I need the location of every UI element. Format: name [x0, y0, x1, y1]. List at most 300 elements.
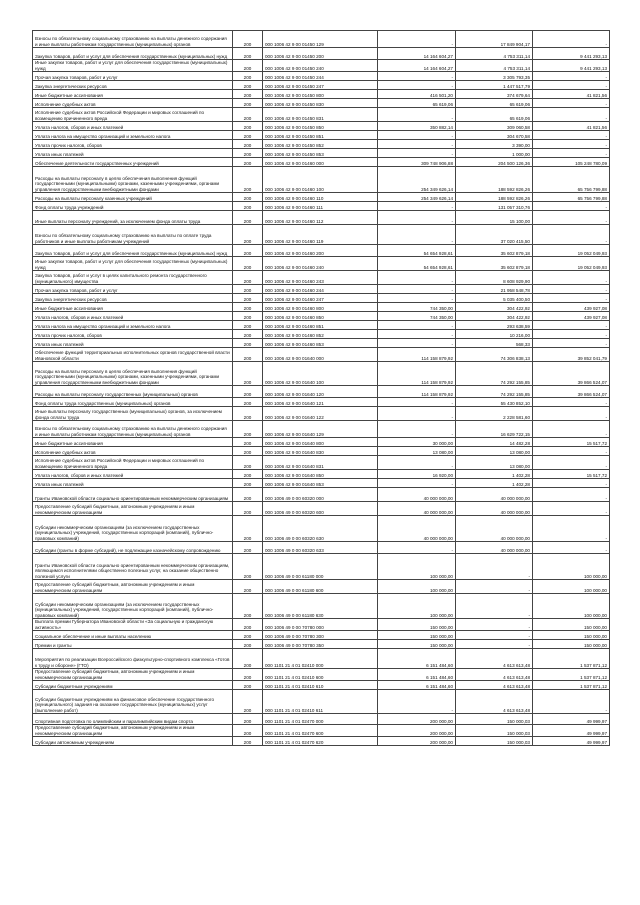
row-executed-cell: 4 613 613,48: [456, 669, 533, 681]
row-executed-cell: 37 020 415,50: [456, 225, 533, 245]
row-unexecuted-cell: -: [533, 421, 610, 438]
table-row: [33, 725, 610, 737]
row-kbk-cell: 000 1006 42 9 00 01640 129: [263, 421, 378, 438]
row-executed-cell: 188 592 826,26: [456, 193, 533, 202]
row-name-cell: Уплата иных платежей: [33, 339, 233, 348]
row-unexecuted-cell: 39 866 524,07: [533, 386, 610, 398]
row-kbk-cell: 000 1006 49 0 00 61180 630: [263, 594, 378, 619]
row-executed-cell: -: [456, 619, 533, 631]
row-executed-cell: 150 000,03: [456, 725, 533, 737]
row-code-cell: 200: [233, 321, 263, 330]
row-name-cell: Уплата иных платежей: [33, 479, 233, 488]
row-executed-cell: 188 592 826,26: [456, 167, 533, 193]
row-kbk-cell: 000 1006 42 9 00 01640 100: [263, 362, 378, 386]
table-row: [33, 631, 610, 640]
row-name-cell: Уплата налога на имущество организаций и земельного налога: [33, 131, 233, 140]
row-kbk-cell: 000 1006 42 9 00 01460 110: [263, 193, 378, 202]
row-name-cell: Предоставление субсидий бюджетным, автономным учреждениям и иным некоммерческим организациям: [33, 580, 233, 594]
row-kbk-cell: 000 1006 42 9 00 01450 200: [263, 48, 378, 60]
row-unexecuted-cell: -: [533, 131, 610, 140]
row-kbk-cell: 000 1006 42 9 00 01450 852: [263, 140, 378, 149]
table-row: [33, 149, 610, 158]
row-executed-cell: 1 000,00: [456, 149, 533, 158]
row-executed-cell: 2 228 581,60: [456, 407, 533, 421]
row-approved-cell: 40 000 000,00: [378, 502, 456, 516]
table-row: [33, 31, 610, 48]
row-name-cell: Обеспечение функций территориальных исполнительных органов государственной власти Ивановской области: [33, 348, 233, 362]
row-code-cell: 200: [233, 438, 263, 447]
row-unexecuted-cell: -: [533, 202, 610, 211]
row-name-cell: Закупка товаров, работ и услуг для обеспечения государственных (муниципальных) нужд: [33, 48, 233, 60]
row-executed-cell: 35 602 879,18: [456, 245, 533, 257]
row-name-cell: Уплата прочих налогов, сборов: [33, 140, 233, 149]
table-row: [33, 488, 610, 502]
row-kbk-cell: 000 1006 49 0 00 61180 000: [263, 554, 378, 580]
row-kbk-cell: 000 1101 21 4 01 02470 600: [263, 725, 378, 737]
row-unexecuted-cell: -: [533, 294, 610, 303]
row-executed-cell: 5 035 400,50: [456, 294, 533, 303]
row-name-cell: Фонд оплаты труда учреждений: [33, 202, 233, 211]
row-approved-cell: 100 000,00: [378, 554, 456, 580]
row-approved-cell: 6 151 484,60: [378, 669, 456, 681]
row-kbk-cell: 000 1006 42 9 00 01450 853: [263, 149, 378, 158]
table-row: [33, 516, 610, 542]
row-approved-cell: -: [378, 321, 456, 330]
row-name-cell: Предоставление субсидий бюджетным, автономным учреждениям и иным некоммерческим организациям: [33, 725, 233, 737]
row-executed-cell: 131 057 310,76: [456, 202, 533, 211]
row-name-cell: Исполнение судебных актов: [33, 447, 233, 456]
table-row: [33, 167, 610, 193]
row-code-cell: 200: [233, 339, 263, 348]
row-unexecuted-cell: 15 517,72: [533, 470, 610, 479]
row-name-cell: Социальное обеспечение и иные выплаты населению: [33, 631, 233, 640]
table-row: [33, 303, 610, 312]
row-code-cell: 200: [233, 303, 263, 312]
row-kbk-cell: 000 1006 42 9 00 01450 800: [263, 90, 378, 99]
row-unexecuted-cell: 49 999,97: [533, 725, 610, 737]
row-name-cell: Иные бюджетные ассигнования: [33, 90, 233, 99]
row-executed-cell: 1 402,28: [456, 470, 533, 479]
row-executed-cell: 150 000,03: [456, 714, 533, 725]
row-approved-cell: 254 349 626,14: [378, 193, 456, 202]
row-approved-cell: -: [378, 479, 456, 488]
row-approved-cell: 200 000,00: [378, 725, 456, 737]
table-row: [33, 99, 610, 108]
table-row: [33, 285, 610, 294]
row-unexecuted-cell: -: [533, 285, 610, 294]
row-kbk-cell: 000 1006 49 0 00 60320 633: [263, 542, 378, 554]
row-kbk-cell: 000 1101 21 4 01 02410 611: [263, 690, 378, 714]
row-kbk-cell: 000 1006 42 9 00 01640 122: [263, 407, 378, 421]
row-name-cell: Выплата премии Губернатора Ивановской области «За социальную и гражданскую активность»: [33, 619, 233, 631]
row-approved-cell: -: [378, 108, 456, 122]
row-code-cell: 200: [233, 479, 263, 488]
row-kbk-cell: 000 1006 42 9 00 01460 112: [263, 211, 378, 225]
table-row: [33, 131, 610, 140]
row-approved-cell: -: [378, 398, 456, 407]
table-row: [33, 690, 610, 714]
row-approved-cell: 13 080,00: [378, 447, 456, 456]
row-approved-cell: 16 920,00: [378, 470, 456, 479]
row-kbk-cell: 000 1006 49 0 00 70780 300: [263, 631, 378, 640]
row-approved-cell: 200 000,00: [378, 714, 456, 725]
row-executed-cell: 13 080,00: [456, 456, 533, 470]
row-executed-cell: 204 500 126,36: [456, 158, 533, 167]
row-executed-cell: 1 402,28: [456, 479, 533, 488]
row-kbk-cell: 000 1006 42 9 00 01450 247: [263, 81, 378, 90]
table-row: [33, 321, 610, 330]
row-approved-cell: 54 654 928,61: [378, 245, 456, 257]
row-name-cell: Исполнение судебных актов Российской Федерации и мировых соглашений по возмещению причиненного вреда: [33, 108, 233, 122]
row-kbk-cell: 000 1006 42 9 00 01460 851: [263, 321, 378, 330]
row-executed-cell: -: [456, 554, 533, 580]
row-kbk-cell: 000 1101 21 4 01 02410 000: [263, 649, 378, 669]
row-kbk-cell: 000 1006 42 9 00 01460 853: [263, 339, 378, 348]
row-kbk-cell: 000 1006 42 9 00 01450 830: [263, 99, 378, 108]
row-executed-cell: 4 613 613,48: [456, 649, 533, 669]
row-name-cell: Взносы по обязательному социальному страхованию на выплаты денежного содержания и иные выплаты работникам государственных (муниципальных) органов: [33, 31, 233, 48]
row-approved-cell: -: [378, 81, 456, 90]
row-name-cell: Иные выплаты персоналу учреждений, за исключением фонда оплаты труда: [33, 211, 233, 225]
row-code-cell: 200: [233, 271, 263, 285]
row-unexecuted-cell: 1 537 871,12: [533, 649, 610, 669]
table-row: [33, 580, 610, 594]
row-code-cell: 200: [233, 81, 263, 90]
row-executed-cell: 65 619,06: [456, 99, 533, 108]
row-code-cell: 200: [233, 48, 263, 60]
row-code-cell: 200: [233, 90, 263, 99]
row-unexecuted-cell: -: [533, 321, 610, 330]
row-kbk-cell: 000 1006 42 9 00 01640 830: [263, 447, 378, 456]
row-code-cell: 200: [233, 737, 263, 746]
row-unexecuted-cell: 41 821,56: [533, 90, 610, 99]
row-unexecuted-cell: -: [533, 502, 610, 516]
row-executed-cell: 4 613 613,48: [456, 690, 533, 714]
row-approved-cell: 150 000,00: [378, 619, 456, 631]
row-unexecuted-cell: -: [533, 271, 610, 285]
row-kbk-cell: 000 1006 49 0 00 60320 630: [263, 516, 378, 542]
table-row: [33, 438, 610, 447]
row-name-cell: Уплата налогов, сборов и иных платежей: [33, 312, 233, 321]
row-approved-cell: 14 164 604,27: [378, 48, 456, 60]
table-row: [33, 421, 610, 438]
row-approved-cell: 309 748 906,88: [378, 158, 456, 167]
row-name-cell: Иные бюджетные ассигнования: [33, 438, 233, 447]
row-unexecuted-cell: -: [533, 330, 610, 339]
table-row: [33, 447, 610, 456]
row-executed-cell: 74 292 155,85: [456, 362, 533, 386]
row-code-cell: 200: [233, 72, 263, 81]
row-unexecuted-cell: -: [533, 81, 610, 90]
row-executed-cell: 21 958 548,78: [456, 285, 533, 294]
table-row: [33, 90, 610, 99]
row-code-cell: 200: [233, 140, 263, 149]
table-row: [33, 542, 610, 554]
row-executed-cell: -: [456, 594, 533, 619]
row-name-cell: Уплата налогов, сборов и иных платежей: [33, 122, 233, 131]
row-code-cell: 200: [233, 398, 263, 407]
row-name-cell: Субсидии бюджетным учреждениям: [33, 681, 233, 690]
row-code-cell: 200: [233, 456, 263, 470]
row-name-cell: Фонд оплаты труда государственных (муниципальных) органов: [33, 398, 233, 407]
row-name-cell: Закупка энергетических ресурсов: [33, 294, 233, 303]
row-executed-cell: 35 602 879,18: [456, 257, 533, 271]
row-code-cell: 200: [233, 149, 263, 158]
row-executed-cell: -: [456, 640, 533, 649]
row-executed-cell: 40 000 000,00: [456, 488, 533, 502]
table-row: [33, 479, 610, 488]
row-unexecuted-cell: -: [533, 407, 610, 421]
table-row: [33, 681, 610, 690]
row-unexecuted-cell: -: [533, 211, 610, 225]
row-kbk-cell: 000 1006 42 9 00 01450 244: [263, 72, 378, 81]
row-code-cell: 200: [233, 312, 263, 321]
row-code-cell: 200: [233, 725, 263, 737]
row-code-cell: 200: [233, 294, 263, 303]
row-code-cell: 200: [233, 202, 263, 211]
row-name-cell: Иные выплаты персоналу государственных (муниципальных) органов, за исключением фонда оплаты труда: [33, 407, 233, 421]
row-executed-cell: 3 390,00: [456, 140, 533, 149]
row-code-cell: 200: [233, 211, 263, 225]
row-code-cell: 200: [233, 669, 263, 681]
table-row: [33, 470, 610, 479]
row-approved-cell: 416 501,20: [378, 90, 456, 99]
row-executed-cell: 150 000,03: [456, 737, 533, 746]
row-approved-cell: -: [378, 140, 456, 149]
table-row: [33, 594, 610, 619]
row-code-cell: 200: [233, 488, 263, 502]
table-row: [33, 502, 610, 516]
row-executed-cell: 4 613 613,48: [456, 681, 533, 690]
row-code-cell: 200: [233, 594, 263, 619]
row-approved-cell: -: [378, 330, 456, 339]
row-approved-cell: -: [378, 131, 456, 140]
row-approved-cell: -: [378, 271, 456, 285]
row-unexecuted-cell: -: [533, 339, 610, 348]
row-name-cell: Иные закупки товаров, работ и услуг для обеспечения государственных (муниципальных) нужд: [33, 60, 233, 72]
row-unexecuted-cell: 150 000,00: [533, 640, 610, 649]
row-kbk-cell: 000 1006 42 9 00 01640 121: [263, 398, 378, 407]
row-approved-cell: 100 000,00: [378, 594, 456, 619]
row-code-cell: 200: [233, 619, 263, 631]
row-approved-cell: -: [378, 690, 456, 714]
row-executed-cell: 16 629 722,15: [456, 421, 533, 438]
row-unexecuted-cell: -: [533, 488, 610, 502]
row-approved-cell: 40 000 000,00: [378, 488, 456, 502]
row-kbk-cell: 000 1006 42 9 00 01460 247: [263, 294, 378, 303]
row-kbk-cell: 000 1006 42 9 00 01460 240: [263, 257, 378, 271]
row-approved-cell: 200 000,00: [378, 737, 456, 746]
table-row: [33, 122, 610, 131]
row-kbk-cell: 000 1006 42 9 00 01460 850: [263, 312, 378, 321]
row-executed-cell: 309 060,58: [456, 122, 533, 131]
row-name-cell: Обеспечение деятельности государственных учреждений: [33, 158, 233, 167]
row-code-cell: 200: [233, 681, 263, 690]
row-executed-cell: 568,33: [456, 339, 533, 348]
table-row: [33, 225, 610, 245]
row-unexecuted-cell: 1 537 871,12: [533, 681, 610, 690]
row-approved-cell: -: [378, 294, 456, 303]
table-row: [33, 348, 610, 362]
table-row: [33, 294, 610, 303]
row-approved-cell: -: [378, 542, 456, 554]
table-body: [33, 31, 610, 746]
row-kbk-cell: 000 1006 42 9 00 01460 200: [263, 245, 378, 257]
row-unexecuted-cell: 49 999,97: [533, 714, 610, 725]
row-code-cell: 200: [233, 470, 263, 479]
row-code-cell: 200: [233, 447, 263, 456]
row-unexecuted-cell: 19 052 049,93: [533, 257, 610, 271]
row-name-cell: Закупка энергетических ресурсов: [33, 81, 233, 90]
row-executed-cell: 13 080,00: [456, 447, 533, 456]
table-row: [33, 48, 610, 60]
table-row: [33, 330, 610, 339]
row-unexecuted-cell: 150 000,00: [533, 631, 610, 640]
row-name-cell: Мероприятия по реализации Всероссийского физкультурно-спортивного комплекса «Готов к труду и обороне» (ГТО): [33, 649, 233, 669]
table-row: [33, 737, 610, 746]
table-row: [33, 193, 610, 202]
row-code-cell: 200: [233, 407, 263, 421]
row-code-cell: 200: [233, 131, 263, 140]
row-code-cell: 200: [233, 285, 263, 294]
row-name-cell: Уплата иных платежей: [33, 149, 233, 158]
row-unexecuted-cell: -: [533, 447, 610, 456]
row-approved-cell: 114 158 879,92: [378, 348, 456, 362]
table-row: [33, 407, 610, 421]
row-approved-cell: 6 151 484,60: [378, 681, 456, 690]
row-executed-cell: 40 000 000,00: [456, 542, 533, 554]
row-unexecuted-cell: -: [533, 516, 610, 542]
row-approved-cell: 744 350,00: [378, 303, 456, 312]
row-name-cell: Закупка товаров, работ и услуг для обеспечения государственных (муниципальных) нужд: [33, 245, 233, 257]
row-code-cell: 200: [233, 631, 263, 640]
row-executed-cell: 74 292 155,85: [456, 386, 533, 398]
row-kbk-cell: 000 1006 42 9 00 01460 000: [263, 158, 378, 167]
row-code-cell: 200: [233, 245, 263, 257]
table-row: [33, 312, 610, 321]
row-unexecuted-cell: 100 000,00: [533, 554, 610, 580]
row-code-cell: 200: [233, 640, 263, 649]
row-code-cell: 200: [233, 108, 263, 122]
row-approved-cell: 150 000,00: [378, 631, 456, 640]
row-executed-cell: 293 638,59: [456, 321, 533, 330]
row-approved-cell: -: [378, 421, 456, 438]
row-name-cell: Исполнение судебных актов Российской Федерации и мировых соглашений по возмещению причиненного вреда: [33, 456, 233, 470]
table-row: [33, 456, 610, 470]
row-kbk-cell: 000 1006 42 9 00 01460 100: [263, 167, 378, 193]
row-executed-cell: 40 000 000,00: [456, 502, 533, 516]
row-approved-cell: -: [378, 339, 456, 348]
row-code-cell: 200: [233, 690, 263, 714]
row-executed-cell: 14 482,28: [456, 438, 533, 447]
row-kbk-cell: 000 1006 49 0 00 70780 350: [263, 640, 378, 649]
row-code-cell: 200: [233, 516, 263, 542]
row-kbk-cell: 000 1006 49 0 00 60320 000: [263, 488, 378, 502]
table-row: [33, 60, 610, 72]
row-approved-cell: 14 164 604,27: [378, 60, 456, 72]
row-name-cell: Исполнение судебных актов: [33, 99, 233, 108]
row-code-cell: 200: [233, 554, 263, 580]
row-name-cell: Расходы на выплаты персоналу казенных учреждений: [33, 193, 233, 202]
row-name-cell: Субсидии некоммерческим организациям (за исключением государственных (муниципальных) учреждений, государственных корпораций (компаний), публично-правовых компаний): [33, 516, 233, 542]
row-kbk-cell: 000 1006 42 9 00 01640 850: [263, 470, 378, 479]
row-name-cell: Субсидии бюджетным учреждениям на финансовое обеспечение государственного (муниципального) задания на оказание государственных (муниципальных) услуг (выполнение работ): [33, 690, 233, 714]
row-unexecuted-cell: 100 000,00: [533, 594, 610, 619]
row-code-cell: 200: [233, 167, 263, 193]
table-row: [33, 554, 610, 580]
row-name-cell: Уплата налогов, сборов и иных платежей: [33, 470, 233, 479]
row-name-cell: Спортивная подготовка по олимпийским и паралимпийским видам спорта: [33, 714, 233, 725]
row-unexecuted-cell: -: [533, 479, 610, 488]
row-name-cell: Взносы по обязательному социальному страхованию на выплаты денежного содержания и иные выплаты работникам государственных (муниципальных) органов: [33, 421, 233, 438]
table-row: [33, 211, 610, 225]
row-name-cell: Уплата налога на имущество организаций и земельного налога: [33, 321, 233, 330]
row-unexecuted-cell: 150 000,00: [533, 619, 610, 631]
table-row: [33, 257, 610, 271]
row-unexecuted-cell: -: [533, 690, 610, 714]
row-name-cell: Субсидии (гранты в форме субсидий), не подлежащие казначейскому сопровождению: [33, 542, 233, 554]
row-code-cell: 200: [233, 257, 263, 271]
row-kbk-cell: 000 1006 42 9 00 01460 119: [263, 225, 378, 245]
row-code-cell: 200: [233, 348, 263, 362]
row-name-cell: Гранты Ивановской области социально ориентированным некоммерческим организациям, являющимся исполнителями общественно полезных услуг, на оказание общественно полезной услуги: [33, 554, 233, 580]
row-unexecuted-cell: 39 866 524,07: [533, 362, 610, 386]
row-name-cell: Предоставление субсидий бюджетным, автономным учреждениям и иным некоммерческим организациям: [33, 669, 233, 681]
row-executed-cell: 4 753 311,14: [456, 48, 533, 60]
row-unexecuted-cell: -: [533, 72, 610, 81]
row-executed-cell: 55 430 852,10: [456, 398, 533, 407]
table-row: [33, 140, 610, 149]
row-executed-cell: 65 619,06: [456, 108, 533, 122]
row-name-cell: Уплата прочих налогов, сборов: [33, 330, 233, 339]
row-name-cell: Субсидии автономным учреждениям: [33, 737, 233, 746]
row-code-cell: 200: [233, 99, 263, 108]
row-unexecuted-cell: 65 756 799,88: [533, 167, 610, 193]
row-unexecuted-cell: -: [533, 99, 610, 108]
row-unexecuted-cell: 39 852 041,79: [533, 348, 610, 362]
row-approved-cell: -: [378, 285, 456, 294]
row-name-cell: Иные закупки товаров, работ и услуг для обеспечения государственных (муниципальных) нужд: [33, 257, 233, 271]
row-kbk-cell: 000 1101 21 4 01 02470 000: [263, 714, 378, 725]
row-name-cell: Закупка товаров, работ и услуг в целях капитального ремонта государственного (муниципального) имущества: [33, 271, 233, 285]
row-approved-cell: -: [378, 149, 456, 158]
row-kbk-cell: 000 1101 21 4 01 02410 610: [263, 681, 378, 690]
row-kbk-cell: 000 1006 49 0 00 60320 600: [263, 502, 378, 516]
row-code-cell: 200: [233, 193, 263, 202]
table-row: [33, 386, 610, 398]
row-kbk-cell: 000 1006 42 9 00 01640 853: [263, 479, 378, 488]
row-kbk-cell: 000 1006 49 0 00 70780 000: [263, 619, 378, 631]
table-row: [33, 339, 610, 348]
row-kbk-cell: 000 1006 42 9 00 01460 852: [263, 330, 378, 339]
row-unexecuted-cell: 65 756 799,88: [533, 193, 610, 202]
row-kbk-cell: 000 1006 42 9 00 01460 800: [263, 303, 378, 312]
row-kbk-cell: 000 1006 42 9 00 01450 850: [263, 122, 378, 131]
row-kbk-cell: 000 1101 21 4 01 02410 600: [263, 669, 378, 681]
row-unexecuted-cell: -: [533, 31, 610, 48]
row-executed-cell: 15 100,00: [456, 211, 533, 225]
row-approved-cell: 254 349 626,14: [378, 167, 456, 193]
row-unexecuted-cell: -: [533, 140, 610, 149]
table-row: [33, 362, 610, 386]
row-approved-cell: 100 000,00: [378, 580, 456, 594]
row-name-cell: Расходы на выплаты персоналу в целях обеспечения выполнения функций государственными (муниципальными) органами, казенными учреждениями, органами управления государственными внебюджетными фондами: [33, 362, 233, 386]
row-kbk-cell: 000 1006 42 9 00 01640 800: [263, 438, 378, 447]
table-row: [33, 619, 610, 631]
row-kbk-cell: 000 1006 49 0 00 61180 600: [263, 580, 378, 594]
table-row: [33, 245, 610, 257]
table-row: [33, 398, 610, 407]
